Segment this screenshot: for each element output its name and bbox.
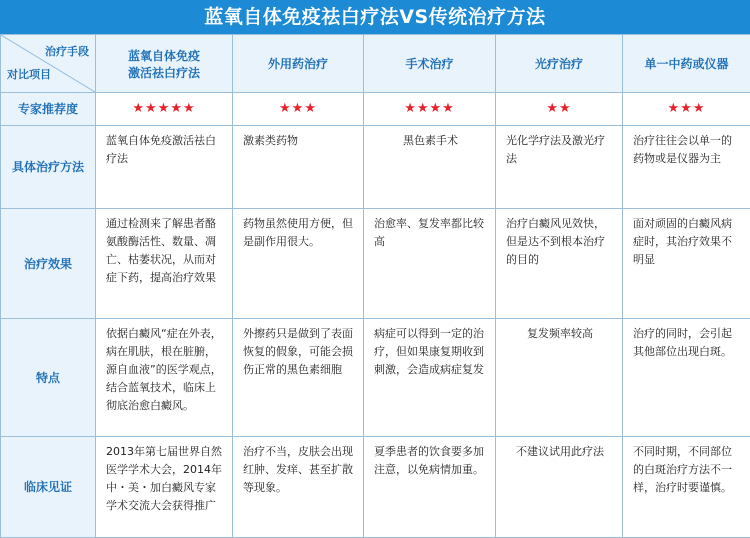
effect-row [1, 209, 750, 319]
row-label-feature: 特点 [1, 319, 96, 437]
table-cell: 激素类药物 [233, 126, 364, 209]
header-label: 外用药治疗 [268, 57, 328, 71]
header-label: 光疗治疗 [535, 57, 583, 71]
star-rating: ★★★ [623, 93, 750, 126]
header-label: 蓝氧自体免疫 激活祛白疗法 [128, 49, 200, 80]
row-label-effect: 治疗效果 [1, 209, 96, 319]
corner-cell [1, 35, 96, 93]
table-cell: 治疗白癜风见效快，但是达不到根本治疗的目的 [496, 209, 623, 319]
table-cell: 光化学疗法及激光疗法 [496, 126, 623, 209]
header-phototherapy [496, 35, 623, 93]
table-cell: 药物虽然使用方便，但是副作用很大。 [233, 209, 364, 319]
table-cell: 治疗不当，皮肤会出现红肿、发痒、甚至扩散等现象。 [233, 437, 364, 538]
table-cell: 复发频率较高 [496, 319, 623, 437]
star-rating: ★★★ [233, 93, 364, 126]
table-cell: 黑色素手术 [364, 126, 496, 209]
row-label-rating: 专家推荐度 [1, 93, 96, 126]
comparison-table [0, 34, 750, 538]
table-cell: 依据白癜风“症在外表，病在肌肤，根在脏腑，源自血液”的医学观点，结合蓝氧技术，临床上彻底治愈白癜风。 [96, 319, 233, 437]
header-topical [233, 35, 364, 93]
table-cell: 通过检测来了解患者酪氨酸酶活性、数量、凋亡、枯萎状况，从而对症下药，提高治疗效果 [96, 209, 233, 319]
table-cell: 病症可以得到一定的治疗，但如果康复期收到刺激，会造成病症复发 [364, 319, 496, 437]
table-cell: 2013年第七届世界自然医学学术大会，2014年中・美・加白癜风专家学术交流大会获得推广 [96, 437, 233, 538]
clinical-row [1, 437, 750, 538]
header-label: 单一中药或仪器 [644, 57, 728, 71]
row-label-method: 具体治疗方法 [1, 126, 96, 209]
table-cell: 治愈率、复发率都比较高 [364, 209, 496, 319]
header-single-tcm [623, 35, 750, 93]
star-rating: ★★ [496, 93, 623, 126]
header-surgery [364, 35, 496, 93]
table-cell: 夏季患者的饮食要多加注意，以免病情加重。 [364, 437, 496, 538]
table-cell: 面对顽固的白癜风病症时，其治疗效果不明显 [623, 209, 750, 319]
table-cell: 不建议试用此疗法 [496, 437, 623, 538]
header-blue-oxygen [96, 35, 233, 93]
feature-row [1, 319, 750, 437]
corner-bottom-label: 对比项目 [7, 66, 51, 84]
table-cell: 外擦药只是做到了表面恢复的假象，可能会损伤正常的黑色素细胞 [233, 319, 364, 437]
star-rating: ★★★★★ [96, 93, 233, 126]
table-cell: 治疗往往会以单一的药物或是仪器为主 [623, 126, 750, 209]
table-cell: 不同时期，不同部位的白斑治疗方法不一样，治疗时要谨慎。 [623, 437, 750, 538]
header-row [1, 35, 750, 93]
page-title: 蓝氧自体免疫祛白疗法VS传统治疗方法 [0, 0, 750, 34]
star-rating: ★★★★ [364, 93, 496, 126]
row-label-clinical: 临床见证 [1, 437, 96, 538]
table-cell: 治疗的同时，会引起其他部位出现白斑。 [623, 319, 750, 437]
corner-top-label: 治疗手段 [45, 43, 89, 61]
rating-row [1, 93, 750, 126]
table-cell: 蓝氧自体免疫激活祛白疗法 [96, 126, 233, 209]
method-row [1, 126, 750, 209]
header-label: 手术治疗 [405, 57, 453, 71]
